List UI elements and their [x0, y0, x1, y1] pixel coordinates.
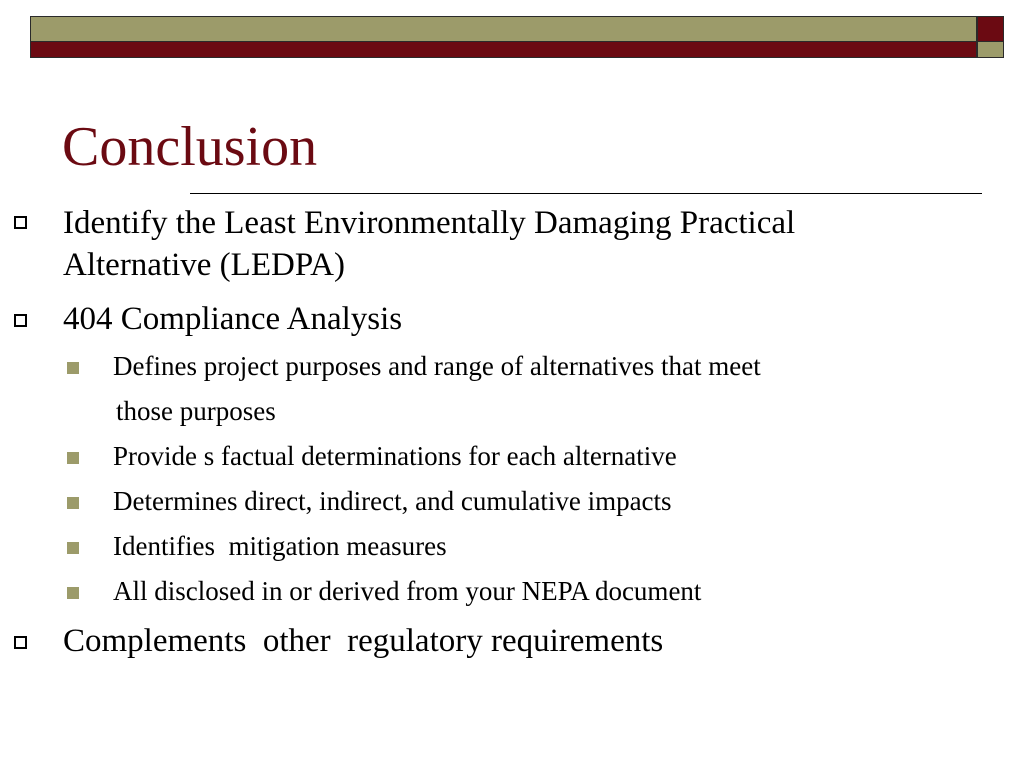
hollow-square-bullet-icon [14, 314, 27, 327]
bullet-complements-text: Complements other regulatory requirements [63, 623, 664, 659]
header-olive-bar [30, 16, 977, 42]
filled-square-bullet-icon [67, 497, 79, 509]
filled-square-bullet-icon [67, 452, 79, 464]
header-olive-square [977, 42, 1004, 58]
filled-square-bullet-icon [67, 362, 79, 374]
sub-bullet-factual-text: Provide s factual determinations for each alternative [113, 441, 677, 471]
header-maroon-bar [30, 42, 977, 58]
title-divider [190, 193, 982, 194]
header-maroon-square [977, 16, 1004, 42]
hollow-square-bullet-icon [14, 216, 27, 229]
sub-bullet-mitigation-text: Identifies mitigation measures [113, 531, 447, 561]
bullet-404-text: 404 Compliance Analysis [63, 301, 403, 337]
filled-square-bullet-icon [67, 542, 79, 554]
sub-bullet-nepa-text: All disclosed in or derived from your NEPA document [113, 576, 702, 606]
bullet-ledpa-line2: Alternative (LEDPA) [63, 247, 345, 283]
sub-bullet-purposes-line1: Defines project purposes and range of alternatives that meet [113, 351, 761, 381]
filled-square-bullet-icon [67, 587, 79, 599]
sub-bullet-impacts-text: Determines direct, indirect, and cumulative impacts [113, 486, 672, 516]
slide-title: Conclusion [62, 116, 318, 178]
hollow-square-bullet-icon [14, 636, 27, 649]
bullet-ledpa-line1: Identify the Least Environmentally Damaging Practical [63, 205, 796, 241]
sub-bullet-purposes-line2: those purposes [116, 396, 276, 426]
